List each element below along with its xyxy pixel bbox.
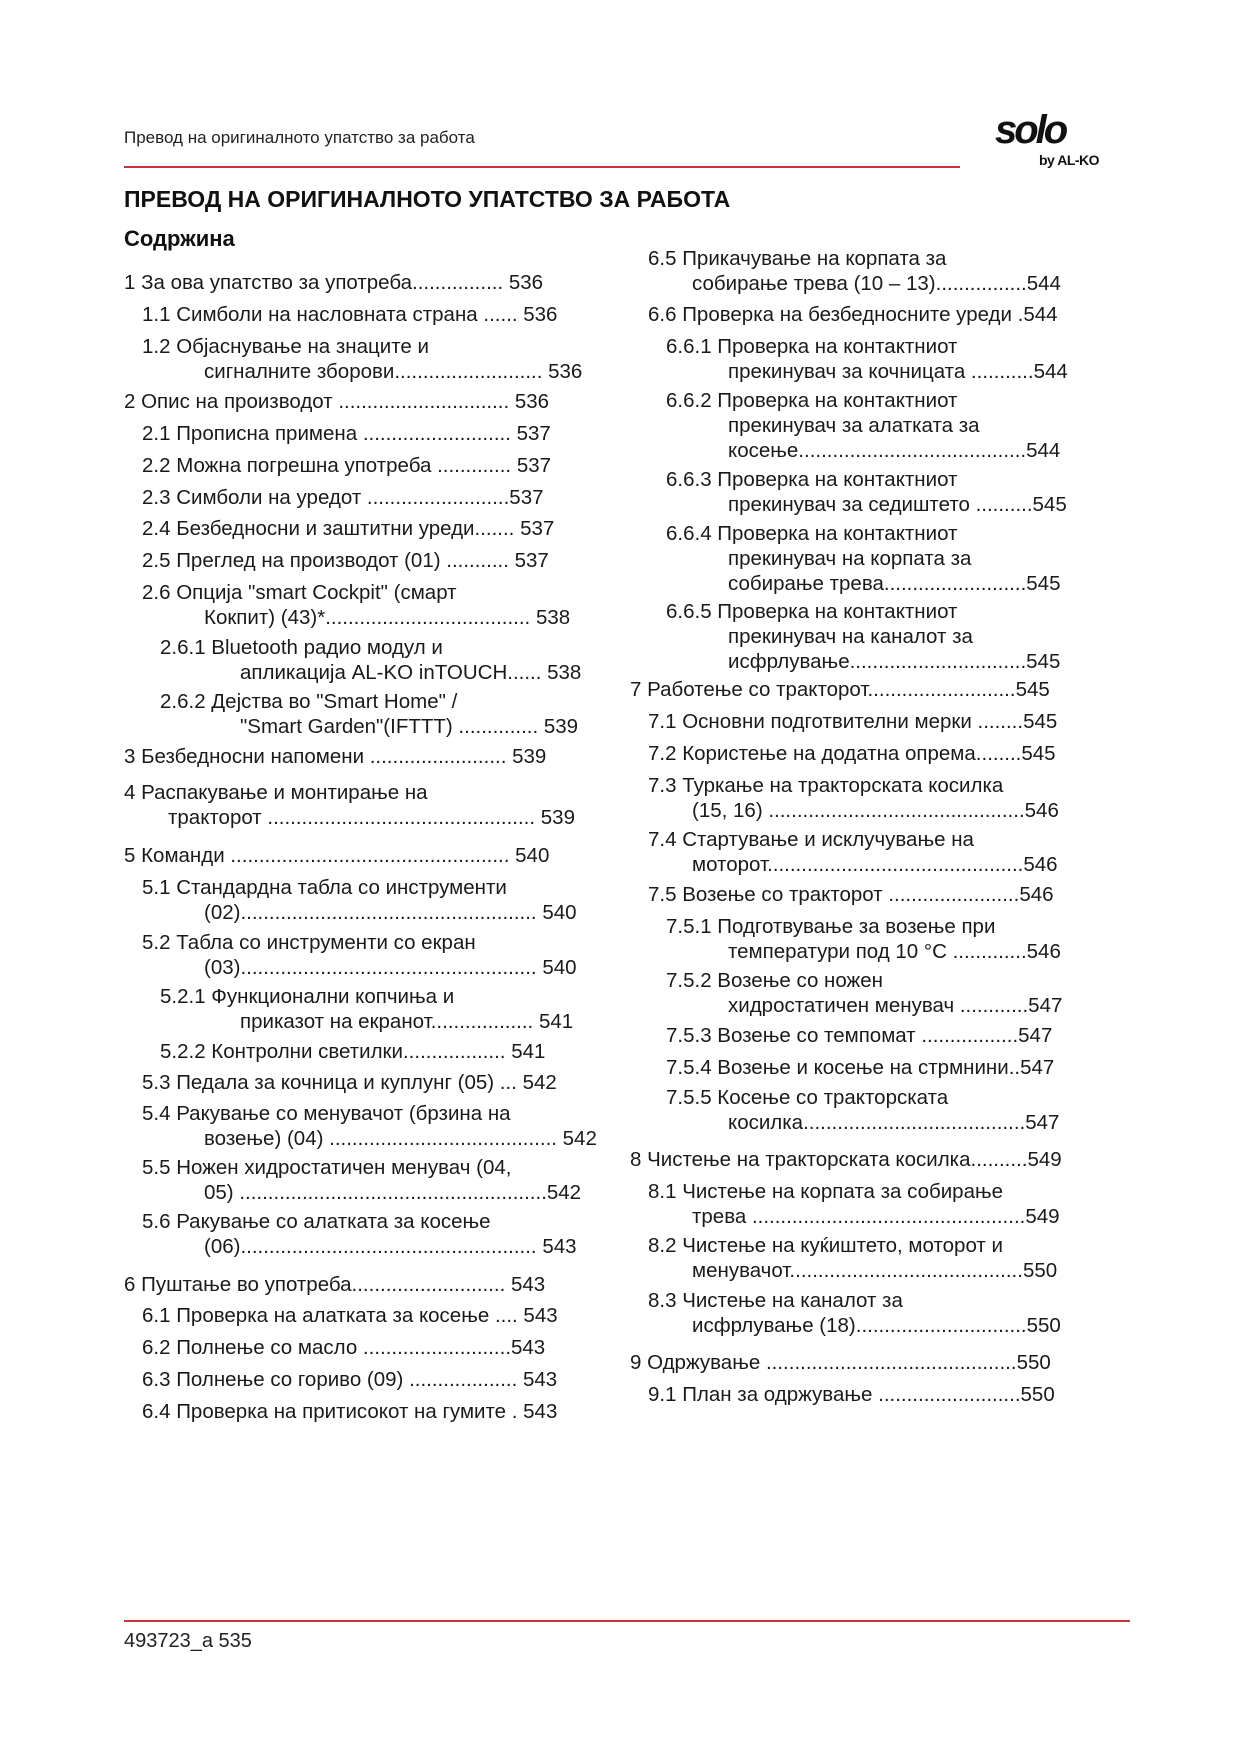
- toc-entry-continuation: прекинувач на каналот за: [728, 625, 973, 648]
- toc-entry-continuation: косилка.......................................547: [728, 1111, 1060, 1134]
- toc-heading: Содржина: [124, 226, 235, 251]
- toc-entry-continuation: апликација AL-KO inTOUCH...... 538: [240, 661, 582, 684]
- toc-entry-continuation: (03).................................................... 540: [204, 956, 577, 979]
- toc-entry-title: 7.1 Основни подготвителни мерки ........545: [648, 710, 1058, 733]
- toc-entry[interactable]: [648, 741, 1056, 766]
- toc-entry-title: 8.1 Чистење на корпата за собирање: [648, 1180, 1004, 1203]
- toc-entry-title: 5.2.1 Функционални копчиња и: [160, 985, 455, 1008]
- toc-entry-continuation: (15, 16) .............................................546: [692, 799, 1059, 822]
- toc-entry-title: 8.2 Чистење на куќиштето, моторот и: [648, 1234, 1003, 1257]
- toc-entry-continuation: температури под 10 °C .............546: [728, 940, 1061, 963]
- toc-entry-title: 2.6.1 Bluetooth радио модул и: [160, 636, 443, 659]
- toc-entry[interactable]: [648, 827, 1058, 877]
- toc-entry[interactable]: [648, 1233, 1057, 1283]
- toc-entry[interactable]: [142, 548, 549, 573]
- document-title: ПРЕВОД НА ОРИГИНАЛНОТО УПАТСТВО ЗА РАБОТА: [124, 186, 731, 212]
- toc-entry-title: 5 Команди ................................................. 540: [124, 844, 550, 867]
- toc-entry-continuation: сигналните зборови.......................... 536: [204, 360, 583, 383]
- toc-entry-title: 6.6.1 Проверка на контактниот: [666, 335, 958, 358]
- toc-entry[interactable]: [160, 1039, 545, 1064]
- toc-entry-title: 2.2 Можна погрешна употреба ............. 537: [142, 454, 552, 477]
- toc-entry-title: 6.5 Прикачување на корпата за: [648, 247, 947, 270]
- toc-entry-continuation: прекинувач за седиштето ..........545: [728, 493, 1067, 516]
- toc-entry-continuation: исфрлување...............................545: [728, 650, 1061, 673]
- toc-entry-continuation: прекинувач за алатката за: [728, 414, 980, 437]
- toc-entry-title: 7 Работење со тракторот..........................545: [630, 678, 1050, 701]
- toc-entry-continuation: менувачот.........................................550: [692, 1259, 1058, 1282]
- toc-entry-title: 6.2 Полнење со масло ..........................543: [142, 1336, 546, 1359]
- toc-entry-title: 9 Одржување ............................................550: [630, 1351, 1051, 1374]
- toc-entry[interactable]: [666, 599, 1060, 674]
- toc-entry[interactable]: [160, 689, 578, 739]
- toc-entry[interactable]: [142, 453, 551, 478]
- toc-entry-title: 4 Распакување и монтирање на: [124, 781, 428, 804]
- toc-entry-continuation: (02).................................................... 540: [204, 901, 577, 924]
- toc-entry[interactable]: [124, 780, 575, 830]
- toc-entry[interactable]: [142, 421, 551, 446]
- toc-entry-continuation: трева ................................................549: [692, 1205, 1060, 1228]
- toc-entry-title: 2.6.2 Дејства во "Smart Home" /: [160, 690, 458, 713]
- toc-entry[interactable]: [142, 1399, 557, 1424]
- toc-entry-title: 6.6.5 Проверка на контактниот: [666, 600, 958, 623]
- toc-entry-title: 2 Опис на производот .............................. 536: [124, 390, 550, 413]
- toc-entry-title: 6.1 Проверка на алатката за косење .... 543: [142, 1304, 558, 1327]
- toc-entry[interactable]: [648, 773, 1059, 823]
- toc-entry-continuation: собирање трева (10 – 13)................544: [692, 272, 1061, 295]
- toc-entry-title: 5.1 Стандардна табла со инструменти: [142, 876, 507, 899]
- toc-entry[interactable]: [666, 1055, 1054, 1080]
- toc-entry-continuation: тракторот ............................................... 539: [168, 806, 575, 829]
- toc-entry[interactable]: [648, 302, 1058, 327]
- toc-entry-title: 6.4 Проверка на притисокот на гумите . 543: [142, 1400, 558, 1423]
- toc-entry-title: 8 Чистење на тракторската косилка..........549: [630, 1148, 1062, 1171]
- toc-entry-continuation: прекинувач на корпата за: [728, 547, 972, 570]
- toc-entry[interactable]: [630, 677, 1050, 702]
- toc-entry-continuation: исфрлување (18)..............................550: [692, 1314, 1061, 1337]
- toc-entry[interactable]: [648, 1288, 1061, 1338]
- toc-entry-title: 6.6.3 Проверка на контактниот: [666, 468, 958, 491]
- footer-rule: [124, 1620, 1130, 1622]
- toc-entry[interactable]: [142, 930, 577, 980]
- toc-entry[interactable]: [142, 1303, 558, 1328]
- toc-entry[interactable]: [124, 843, 549, 868]
- toc-entry[interactable]: [648, 1179, 1060, 1229]
- toc-entry[interactable]: [142, 875, 577, 925]
- toc-entry[interactable]: [142, 1070, 557, 1095]
- toc-entry[interactable]: [124, 1272, 545, 1297]
- toc-entry[interactable]: [666, 388, 1060, 463]
- toc-entry[interactable]: [142, 516, 554, 541]
- toc-entry[interactable]: [666, 521, 1060, 596]
- toc-entry-title: 6.6.4 Проверка на контактниот: [666, 522, 958, 545]
- toc-entry-title: 6.6.2 Проверка на контактниот: [666, 389, 958, 412]
- toc-entry[interactable]: [666, 968, 1062, 1018]
- toc-entry-title: 1.2 Објаснување на знаците и: [142, 335, 429, 358]
- toc-entry[interactable]: [666, 1085, 1059, 1135]
- toc-entry-continuation: Кокпит) (43)*.................................... 538: [204, 606, 571, 629]
- toc-entry-continuation: косење........................................544: [728, 439, 1061, 462]
- logo-brand: solo: [995, 108, 1066, 152]
- toc-entry-title: 9.1 План за одржување .........................550: [648, 1383, 1055, 1406]
- toc-entry-title: 7.2 Користење на додатна опрема........545: [648, 742, 1056, 765]
- toc-entry-title: 7.3 Туркање на тракторската косилка: [648, 774, 1004, 797]
- toc-entry[interactable]: [648, 709, 1057, 734]
- toc-entry-continuation: хидростатичен менувач ............547: [728, 994, 1063, 1017]
- toc-entry-title: 5.4 Ракување со менувачот (брзина на: [142, 1102, 511, 1125]
- toc-entry[interactable]: [142, 1101, 597, 1151]
- toc-entry-title: 2.5 Преглед на производот (01) ........... 537: [142, 549, 549, 572]
- toc-entry[interactable]: [142, 302, 557, 327]
- toc-entry-title: 2.3 Симболи на уредот .........................537: [142, 486, 544, 509]
- toc-entry[interactable]: [142, 334, 582, 384]
- toc-entry[interactable]: [648, 882, 1054, 907]
- toc-entry[interactable]: [160, 984, 573, 1034]
- toc-entry-continuation: моторот.............................................546: [692, 853, 1058, 876]
- toc-entry-continuation: собирање трева.........................545: [728, 572, 1061, 595]
- toc-entry[interactable]: [124, 389, 549, 414]
- toc-entry-title: 6.3 Полнење со гориво (09) ................... 543: [142, 1368, 558, 1391]
- toc-entry[interactable]: [124, 270, 543, 295]
- toc-entry-title: 5.2.2 Контролни светилки.................. 541: [160, 1040, 546, 1063]
- toc-entry[interactable]: [142, 1335, 545, 1360]
- toc-entry-title: 5.6 Ракување со алатката за косење: [142, 1210, 491, 1233]
- toc-entry-continuation: возење) (04) ........................................ 542: [204, 1127, 597, 1150]
- toc-entry-title: 5.3 Педала за кочница и куплунг (05) ... 542: [142, 1071, 557, 1094]
- toc-entry-title: 7.5.2 Возење со ножен: [666, 969, 883, 992]
- toc-entry[interactable]: [630, 1350, 1051, 1375]
- toc-entry-title: 3 Безбедносни напомени ........................ 539: [124, 745, 547, 768]
- toc-entry[interactable]: [142, 580, 570, 630]
- toc-entry-title: 2.4 Безбедносни и заштитни уреди....... 537: [142, 517, 555, 540]
- toc-entry-continuation: 05) ......................................................542: [204, 1181, 582, 1204]
- toc-entry[interactable]: [648, 246, 1061, 296]
- toc-entry-title: 8.3 Чистење на каналот за: [648, 1289, 903, 1312]
- toc-entry[interactable]: [666, 334, 1068, 384]
- toc-entry-title: 7.5 Возење со тракторот .......................546: [648, 883, 1054, 906]
- toc-entry-title: 2.1 Прописна примена .......................... 537: [142, 422, 551, 445]
- toc-entry-title: 7.5.3 Возење со темпомат .................547: [666, 1024, 1053, 1047]
- toc-entry-title: 5.2 Табла со инструменти со екран: [142, 931, 476, 954]
- toc-entry[interactable]: [648, 1382, 1055, 1407]
- toc-entry-title: 2.6 Опција "smart Cockpit" (смарт: [142, 581, 457, 604]
- toc-entry-title: 7.5.1 Подготвување за возење при: [666, 915, 996, 938]
- toc-entry-continuation: прекинувач за кочницата ...........544: [728, 360, 1068, 383]
- toc-entry[interactable]: [666, 914, 1061, 964]
- toc-entry-title: 6 Пуштање во употреба........................... 543: [124, 1273, 546, 1296]
- toc-entry[interactable]: [142, 1367, 557, 1392]
- toc-entry[interactable]: [142, 1155, 581, 1205]
- toc-entry[interactable]: [160, 635, 581, 685]
- toc-entry-title: 6.6 Проверка на безбедносните уреди .544: [648, 303, 1058, 326]
- toc-entry[interactable]: [124, 744, 546, 769]
- page-footer: 493723_a 535: [124, 1630, 252, 1652]
- toc-entry[interactable]: [666, 467, 1067, 517]
- toc-entry-title: 1 За ова упатство за употреба................ 536: [124, 271, 544, 294]
- toc-entry-continuation: приказот на екранот.................. 541: [240, 1010, 574, 1033]
- toc-entry-title: 7.5.5 Косење со тракторската: [666, 1086, 949, 1109]
- toc-entry[interactable]: [142, 485, 544, 510]
- running-header: Превод на оригиналното упатство за работа: [124, 128, 475, 147]
- toc-entry-title: 7.5.4 Возење и косење на стрмнини..547: [666, 1056, 1055, 1079]
- toc-entry[interactable]: [142, 1209, 577, 1259]
- logo-sub: by AL-KO: [1039, 152, 1100, 168]
- toc-entry-title: 1.1 Симболи на насловната страна ...... 536: [142, 303, 558, 326]
- toc-entry-continuation: (06).................................................... 543: [204, 1235, 577, 1258]
- toc-entry[interactable]: [630, 1147, 1062, 1172]
- toc-entry-continuation: "Smart Garden"(IFTTT) .............. 539: [240, 715, 579, 738]
- toc-entry-title: 7.4 Стартување и исклучување на: [648, 828, 974, 851]
- toc-entry[interactable]: [666, 1023, 1052, 1048]
- solo-logo: [995, 110, 1115, 170]
- toc-entry-title: 5.5 Ножен хидростатичен менувач (04,: [142, 1156, 512, 1179]
- header-rule: [124, 166, 960, 168]
